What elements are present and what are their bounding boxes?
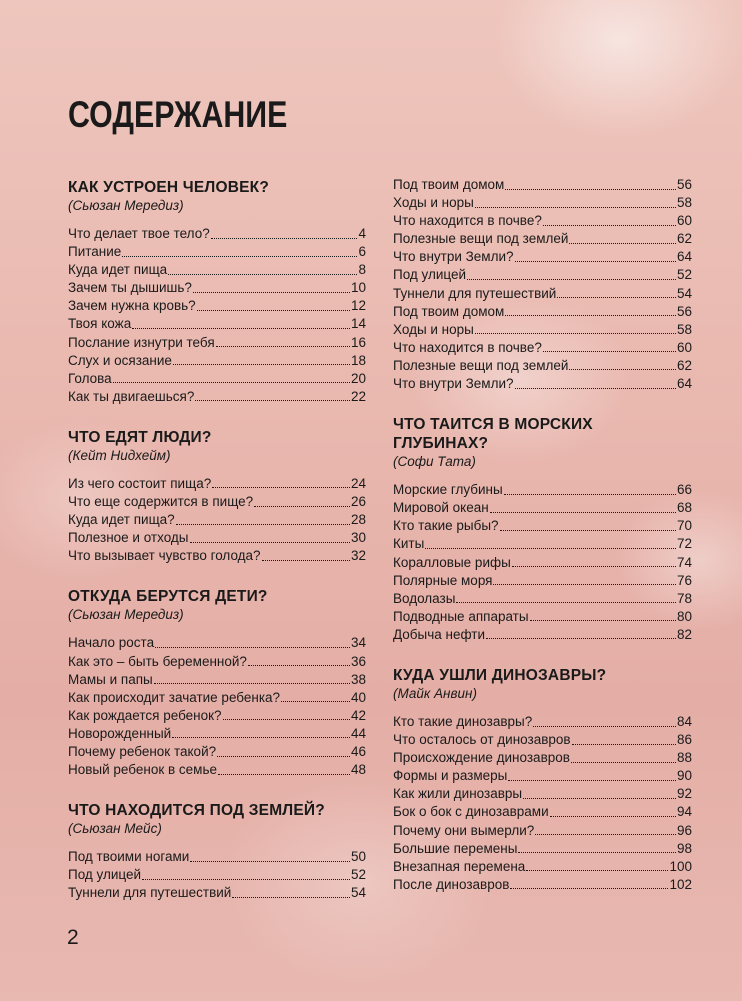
dot-leader [533, 726, 676, 727]
toc-entry [68, 634, 366, 652]
toc-entry [393, 803, 692, 821]
toc-section-continuation [393, 176, 692, 393]
toc-entry [393, 731, 692, 749]
toc-entry-label: Что внутри Земли? [393, 376, 514, 392]
toc-entry-label: Происхождение динозавров [393, 750, 570, 766]
dot-leader [218, 774, 350, 775]
dot-leader [557, 297, 676, 298]
toc-entry-page: 80 [676, 608, 692, 624]
dot-leader [535, 834, 676, 835]
toc-entry-label: Что находится в почве? [393, 213, 542, 229]
toc-entry [393, 535, 692, 553]
toc-entry-label: Как ты двигаешься? [68, 388, 195, 404]
dot-leader [475, 333, 676, 334]
toc-entry [393, 785, 692, 803]
toc-entry-page: 58 [676, 321, 692, 337]
toc-entry [393, 572, 692, 590]
dot-leader [168, 274, 357, 275]
toc-entry-label: Под улицей [68, 867, 142, 883]
toc-entry-page: 42 [350, 707, 366, 723]
dot-leader [113, 382, 350, 383]
toc-entry-label: Коралловые рифы [393, 554, 511, 570]
toc-entry-page: 50 [350, 849, 366, 865]
toc-entry-page: 48 [350, 762, 366, 778]
dot-leader [155, 647, 350, 648]
toc-entry-page: 28 [350, 512, 366, 528]
section-author: (Сьюзан Мередиз) [68, 198, 184, 213]
dot-leader [456, 602, 676, 603]
section-title: ЧТО НАХОДИТСЯ ПОД ЗЕМЛЕЙ? [68, 802, 325, 820]
dot-leader [515, 261, 676, 262]
toc-entry [393, 230, 692, 248]
toc-entry-page: 52 [676, 267, 692, 283]
toc-entry [393, 554, 692, 572]
toc-entry-page: 32 [350, 548, 366, 564]
toc-entry [68, 761, 366, 779]
toc-entry-label: Под улицей [393, 267, 467, 283]
toc-entry-label: Почему они вымерли? [393, 822, 535, 838]
section-title: ЧТО ЕДЯТ ЛЮДИ? [68, 428, 212, 446]
toc-entry [68, 725, 366, 743]
toc-entry-page: 38 [350, 671, 366, 687]
toc-entry-page: 90 [676, 768, 692, 784]
toc-entry-page: 94 [676, 804, 692, 820]
toc-entry-page: 22 [350, 388, 366, 404]
toc-entry-label: Что осталось от динозавров [393, 732, 571, 748]
toc-entry [393, 321, 692, 339]
dot-leader [508, 780, 676, 781]
dot-leader [569, 369, 676, 370]
toc-entry-label: Большие перемены [393, 840, 518, 856]
dot-leader [190, 861, 350, 862]
toc-entry-page: 58 [676, 195, 692, 211]
toc-entry [393, 339, 692, 357]
toc-entry-page: 60 [676, 339, 692, 355]
dot-leader [490, 512, 676, 513]
toc-entry-label: Твоя кожа [68, 316, 132, 332]
toc-entry [68, 743, 366, 761]
section-title: ЧТО ТАИТСЯ В МОРСКИХ ГЛУБИНАХ? [393, 416, 593, 453]
toc-entry-label: Послание изнутри тебя [68, 334, 215, 350]
toc-entry-page: 62 [676, 231, 692, 247]
toc-entry-label: Формы и размеры [393, 768, 508, 784]
page-title: СОДЕРЖАНИЕ [68, 94, 288, 135]
toc-entry-page: 34 [350, 635, 366, 651]
toc-entry [68, 388, 366, 406]
toc-entry-label: Зачем нужна кровь? [68, 298, 196, 314]
dot-leader [248, 665, 350, 666]
toc-entry-label: Почему ребенок такой? [68, 743, 217, 759]
dot-leader [281, 701, 350, 702]
toc-entry-label: Под твоим домом [393, 177, 505, 192]
toc-entry-label: Куда идет пища? [68, 512, 175, 528]
dot-leader [176, 524, 350, 525]
toc-entry-label: Под твоим домом [393, 303, 505, 319]
toc-entry [393, 626, 692, 644]
toc-entry [393, 749, 692, 767]
toc-entry-label: Полезные вещи под землей [393, 231, 569, 247]
toc-entry-page: 78 [676, 590, 692, 606]
toc-entry-label: Что вызывает чувство голода? [68, 548, 261, 564]
toc-entry-label: Как рождается ребенок? [68, 707, 222, 723]
dot-leader [571, 762, 676, 763]
toc-entry [68, 493, 366, 511]
dot-leader [211, 238, 358, 239]
toc-entry [68, 653, 366, 671]
toc-entry-label: Что еще содержится в пище? [68, 494, 254, 510]
toc-entry [68, 297, 366, 315]
dot-leader [512, 566, 676, 567]
section-title: КУДА УШЛИ ДИНОЗАВРЫ? [393, 666, 607, 684]
toc-entry [393, 266, 692, 284]
toc-entry-label: Полезные вещи под землей [393, 357, 569, 373]
toc-entry-page: 10 [350, 280, 366, 296]
toc-entry-page: 68 [676, 500, 692, 516]
dot-leader [569, 243, 676, 244]
toc-entry-page: 52 [350, 867, 366, 883]
dot-leader [526, 870, 668, 871]
toc-entry-page: 4 [358, 226, 366, 241]
toc-entry-page: 14 [350, 316, 366, 332]
toc-entry [68, 243, 366, 261]
toc-entry-page: 70 [676, 518, 692, 534]
dot-leader [504, 494, 676, 495]
toc-entry [68, 475, 366, 493]
toc-entry-page: 36 [350, 653, 366, 669]
dot-leader [142, 879, 350, 880]
toc-entry [393, 876, 692, 894]
section-author: (Софи Тата) [393, 454, 476, 470]
dot-leader [217, 756, 350, 757]
toc-entry-page: 62 [676, 357, 692, 373]
toc-entry-page: 76 [676, 572, 692, 588]
toc-entry [393, 713, 692, 731]
toc-entry [393, 822, 692, 840]
toc-entry-page: 6 [358, 244, 366, 260]
dot-leader [193, 292, 350, 293]
dot-leader [550, 816, 676, 817]
dot-leader [505, 189, 676, 190]
dot-leader [173, 364, 350, 365]
dot-leader [543, 351, 676, 352]
toc-entry-label: Морские глубины [393, 482, 503, 498]
toc-section [68, 587, 366, 779]
toc-section [393, 666, 692, 894]
toc-entry-page: 102 [669, 876, 692, 892]
dot-leader [262, 560, 350, 561]
toc-entry-label: Подводные аппараты [393, 608, 529, 624]
toc-entry [393, 285, 692, 303]
toc-entry-page: 92 [676, 786, 692, 802]
toc-entry-label: Как происходит зачатие ребенка? [68, 689, 281, 705]
toc-entry-label: Туннели для путешествий [393, 285, 557, 301]
dot-leader [425, 548, 676, 549]
toc-entry [393, 212, 692, 230]
toc-entry [393, 248, 692, 266]
toc-entry-page: 66 [676, 482, 692, 498]
toc-entry [68, 315, 366, 333]
toc-entry-label: Из чего состоит пища? [68, 475, 212, 491]
toc-entry-label: Мамы и папы [68, 671, 153, 687]
toc-entry-label: Полезное и отходы [68, 530, 189, 546]
toc-entry-label: Ходы и норы [393, 195, 474, 211]
dot-leader [515, 388, 676, 389]
toc-entry [68, 279, 366, 297]
toc-entry-label: Начало роста [68, 635, 155, 651]
toc-entry [68, 707, 366, 725]
toc-entry [68, 334, 366, 352]
dot-leader [172, 737, 350, 738]
toc-entry-page: 8 [358, 262, 366, 278]
toc-entry [393, 176, 692, 194]
toc-entry-page: 82 [676, 626, 692, 642]
section-author: (Майк Анвин) [393, 685, 477, 701]
toc-entry-page: 16 [350, 334, 366, 350]
toc-entry-page: 98 [676, 840, 692, 856]
dot-leader [523, 798, 676, 799]
dot-leader [216, 346, 350, 347]
toc-entry-label: Новый ребенок в семье [68, 762, 218, 778]
toc-entry [393, 767, 692, 785]
toc-entry-label: Ходы и норы [393, 321, 474, 337]
toc-left-column [68, 178, 366, 924]
toc-entry-page: 54 [350, 885, 366, 901]
toc-entry-page: 96 [676, 822, 692, 838]
toc-entry-page: 40 [350, 689, 366, 705]
toc-entry-page: 18 [350, 352, 366, 368]
toc-section [68, 428, 366, 565]
toc-section [68, 801, 366, 902]
toc-entry-page: 24 [350, 475, 366, 491]
toc-entry [68, 352, 366, 370]
section-author: (Сьюзан Мередиз) [68, 607, 184, 623]
dot-leader [154, 683, 350, 684]
toc-entry [68, 689, 366, 707]
toc-entry-page: 30 [350, 530, 366, 546]
toc-entry-page: 44 [350, 725, 366, 741]
toc-entry [68, 370, 366, 388]
toc-entry-page: 86 [676, 732, 692, 748]
toc-entry-label: Мировой океан [393, 500, 489, 516]
toc-entry-label: Кто такие рыбы? [393, 518, 499, 534]
toc-entry [393, 608, 692, 626]
toc-entry-page: 74 [676, 554, 692, 570]
toc-entry-label: Питание [68, 244, 122, 260]
toc-entry [68, 225, 366, 243]
toc-entry-page: 54 [676, 285, 692, 301]
toc-entry-page: 88 [676, 750, 692, 766]
toc-entry [393, 499, 692, 517]
toc-entry [393, 481, 692, 499]
toc-entry-label: Киты [393, 536, 425, 552]
dot-leader [493, 584, 675, 585]
toc-entry [68, 848, 366, 866]
toc-entry-page: 20 [350, 370, 366, 386]
dot-leader [195, 400, 350, 401]
toc-entry [393, 840, 692, 858]
toc-entry-label: Добыча нефти [393, 626, 486, 642]
toc-entry-page: 72 [676, 536, 692, 552]
toc-entry [68, 866, 366, 884]
toc-entry-page: 84 [676, 713, 692, 729]
section-title: ОТКУДА БЕРУТСЯ ДЕТИ? [68, 588, 268, 606]
dot-leader [510, 888, 668, 889]
toc-entry-page: 46 [350, 743, 366, 759]
toc-entry [393, 375, 692, 393]
toc-entry [68, 547, 366, 565]
toc-entry-page: 56 [676, 177, 692, 192]
toc-entry [68, 261, 366, 279]
toc-entry-label: Внезапная перемена [393, 858, 526, 874]
toc-entry [68, 511, 366, 529]
toc-entry [393, 194, 692, 212]
dot-leader [223, 719, 350, 720]
toc-section [68, 178, 366, 406]
dot-leader [132, 328, 350, 329]
toc-entry [393, 357, 692, 375]
dot-leader [572, 744, 676, 745]
toc-entry [393, 517, 692, 535]
dot-leader [543, 225, 676, 226]
dot-leader [254, 506, 350, 507]
toc-entry-page: 12 [350, 298, 366, 314]
toc-entry [393, 303, 692, 321]
toc-entry-label: Как это – быть беременной? [68, 653, 247, 669]
dot-leader [518, 852, 676, 853]
dot-leader [190, 542, 350, 543]
toc-entry [68, 884, 366, 902]
dot-leader [486, 638, 676, 639]
toc-entry-page: 56 [676, 303, 692, 319]
toc-entry-page: 60 [676, 213, 692, 229]
toc-right-column [393, 176, 692, 916]
toc-entry [68, 671, 366, 689]
section-title: КАК УСТРОЕН ЧЕЛОВЕК? [68, 179, 269, 196]
section-author: (Сьюзан Мейс) [68, 821, 162, 837]
toc-entry-page: 64 [676, 376, 692, 392]
dot-leader [122, 256, 357, 257]
dot-leader [530, 620, 676, 621]
toc-entry-label: Водолазы [393, 590, 456, 606]
toc-entry-label: Как жили динозавры [393, 786, 523, 802]
toc-entry-label: Полярные моря [393, 572, 493, 588]
toc-entry-label: Что внутри Земли? [393, 249, 514, 265]
toc-entry-label: Бок о бок с динозаврами [393, 804, 549, 820]
toc-entry-label: Туннели для путешествий [68, 885, 232, 901]
toc-entry-label: Куда идет пища [68, 262, 168, 278]
dot-leader [467, 279, 676, 280]
dot-leader [505, 315, 676, 316]
toc-entry-label: Что находится в почве? [393, 339, 542, 355]
toc-entry [68, 529, 366, 547]
dot-leader [197, 310, 350, 311]
toc-entry-label: Зачем ты дышишь? [68, 280, 192, 296]
section-author: (Кейт Нидхейм) [68, 447, 171, 463]
dot-leader [232, 897, 350, 898]
dot-leader [475, 207, 676, 208]
toc-entry-page: 64 [676, 249, 692, 265]
toc-section [393, 415, 692, 644]
toc-entry-page: 100 [669, 858, 692, 874]
toc-entry-page: 26 [350, 494, 366, 510]
toc-entry [393, 590, 692, 608]
toc-entry-label: После динозавров [393, 876, 510, 892]
toc-entry-label: Под твоими ногами [68, 849, 190, 865]
toc-entry [393, 858, 692, 876]
dot-leader [500, 530, 676, 531]
dot-leader [212, 487, 350, 488]
toc-entry-label: Кто такие динозавры? [393, 713, 533, 729]
toc-entry-label: Новорожденный [68, 725, 172, 741]
page-number: 2 [67, 926, 79, 949]
toc-entry-label: Голова [68, 370, 112, 386]
toc-entry-label: Слух и осязание [68, 352, 172, 368]
toc-entry-label: Что делает твое тело? [68, 226, 210, 241]
